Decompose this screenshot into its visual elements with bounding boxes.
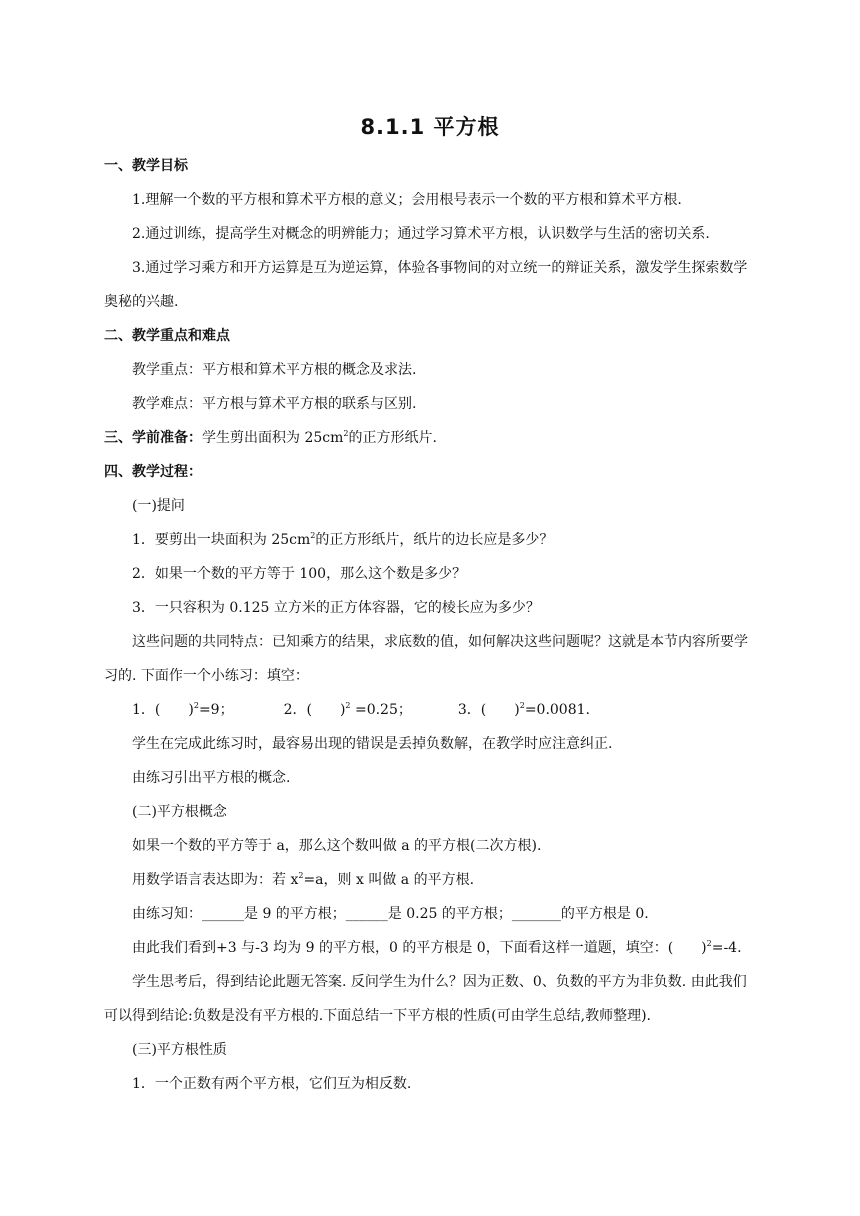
question-text: 的正方形纸片，纸片的边长应是多少？: [315, 532, 554, 548]
section-heading-preparation: [104, 428, 437, 448]
math-language-b: =a，则 x 叫做 a 的平方根.: [303, 872, 475, 888]
common-mistake-note: 学生在完成此练习时，最容易出现的错误是丢掉负数解，在教学时应注意纠正.: [132, 736, 613, 752]
superscript: 2: [345, 701, 351, 710]
preparation-text-a: 学生剪出面积为 25cm: [202, 430, 344, 446]
exercise-3: [458, 702, 590, 718]
lead-in-text: 由练习引出平方根的概念.: [132, 770, 291, 786]
observation-a: 由此我们看到+3 与-3 均为 9 的平方根，0 的平方根是 0，下面看这样一道题，填空：( ): [132, 940, 707, 956]
preparation-text-b: 的正方形纸片.: [348, 430, 437, 446]
subsection-questions: (一)提问: [132, 498, 185, 514]
definition-text: 如果一个数的平方等于 a，那么这个数叫做 a 的平方根(二次方根).: [132, 838, 542, 854]
subsection-properties: (三)平方根性质: [132, 1042, 227, 1058]
superscript: 2: [310, 531, 316, 540]
reasoning-paragraph: 学生思考后，得到结论此题无答案. 反问学生为什么？因为正数、0、负数的平方为非负数. 由此我们可以得到结论:负数是没有平方根的.下面总结一下平方根的性质(可由学生总结,教师整理).: [104, 974, 747, 1024]
section-heading-process: 四、教学过程：: [104, 464, 202, 480]
goal-item: 3.通过学习乘方和开方运算是互为逆运算，体验各事物间的对立统一的辩证关系，激发学生探索数学奥秘的兴趣.: [104, 260, 748, 310]
exercise-text: =0.25；: [350, 702, 412, 718]
question-item: [132, 530, 553, 550]
exercise-1: [132, 702, 234, 718]
teaching-focus: 教学重点：平方根和算术平方根的概念及求法.: [132, 362, 417, 378]
exercise-2: [284, 702, 412, 718]
superscript: 2: [298, 871, 304, 880]
exercise-text: =0.0081.: [524, 702, 590, 718]
property-item: 1．一个正数有两个平方根，它们互为相反数.: [132, 1076, 412, 1092]
exercise-text: 3．( ): [457, 702, 520, 718]
superscript: 2: [706, 939, 712, 948]
section-heading-goals: 一、教学目标: [104, 158, 188, 174]
exercise-row: [132, 700, 590, 720]
observation-text: [132, 938, 742, 958]
goal-item: 2.通过训练，提高学生对概念的明辨能力；通过学习算术平方根，认识数学与生活的密切关系.: [132, 226, 710, 242]
section-heading-keypoints: 二、教学重点和难点: [104, 328, 230, 344]
superscript: 2: [343, 429, 349, 438]
question-text: 1．要剪出一块面积为 25cm: [132, 532, 311, 548]
superscript: 2: [519, 701, 525, 710]
fill-in-blanks: 由练习知：______是 9 的平方根；______是 0.25 的平方根；_______的平方根是 0.: [132, 906, 649, 922]
superscript: 2: [193, 701, 199, 710]
question-item: 2．如果一个数的平方等于 100，那么这个数是多少？: [132, 566, 467, 582]
preparation-label: 三、学前准备：: [104, 430, 202, 446]
question-item: 3．一只容积为 0.125 立方米的正方体容器，它的棱长应为多少？: [132, 600, 540, 616]
goal-item: 1.理解一个数的平方根和算术平方根的意义；会用根号表示一个数的平方根和算术平方根.: [132, 192, 682, 208]
teaching-difficulty: 教学难点：平方根与算术平方根的联系与区别.: [132, 396, 417, 412]
observation-b: =-4.: [711, 940, 742, 956]
exercise-text: 2．( ): [283, 702, 346, 718]
math-language-text: [132, 870, 474, 890]
math-language-a: 用数学语言表达即为：若 x: [132, 872, 299, 888]
page-title: 8.1.1 平方根: [360, 115, 500, 139]
exercise-text: =9；: [198, 702, 234, 718]
exercise-text: 1．( ): [132, 702, 194, 718]
subsection-concept: (二)平方根概念: [132, 804, 227, 820]
common-feature-paragraph: 这些问题的共同特点：已知乘方的结果，求底数的值，如何解决这些问题呢？这就是本节内容所要学习的. 下面作一个小练习：填空：: [104, 634, 748, 684]
preparation-text: [202, 430, 437, 446]
